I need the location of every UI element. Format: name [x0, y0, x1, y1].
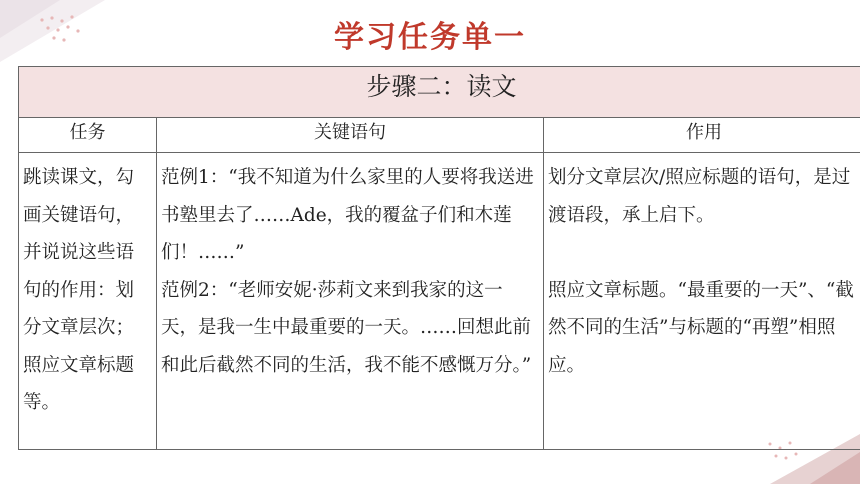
page-title: 学习任务单一 — [334, 20, 526, 55]
example-1-effect: 划分文章层次/照应标题的语句，是过渡语段，承上启下。 — [548, 167, 851, 226]
header-effect: 作用 — [544, 118, 860, 153]
task-cell — [19, 153, 157, 450]
step-title: 步骤二：读文 — [19, 67, 860, 118]
step-row — [19, 67, 860, 118]
example-2-sentence: 范例2：“老师安妮·莎莉文来到我家的这一天，是我一生中最重要的一天。……回想此前和此后截然不同的生活，我不能不感慨万分。” — [161, 279, 532, 376]
spacer — [544, 234, 860, 272]
header-key-sentences: 关键语句 — [157, 118, 544, 153]
task-text: 跳读课文，勾画关键语句，并说说这些语句的作用：划分文章层次；照应文章标题等。 — [23, 167, 135, 413]
key-sentences-cell — [157, 153, 544, 450]
example-1-sentence: 范例1：“我不知道为什么家里的人要将我送进书塾里去了……Ade，我的覆盆子们和木莲们！……” — [161, 167, 534, 263]
task-table — [18, 66, 860, 450]
header-task: 任务 — [19, 118, 157, 153]
effect-cell — [544, 153, 860, 450]
header-row — [19, 118, 860, 153]
table-row — [19, 153, 860, 450]
example-2-effect: 照应文章标题。“最重要的一天”、“截然不同的生活”与标题的“再塑”相照应。 — [548, 279, 854, 376]
